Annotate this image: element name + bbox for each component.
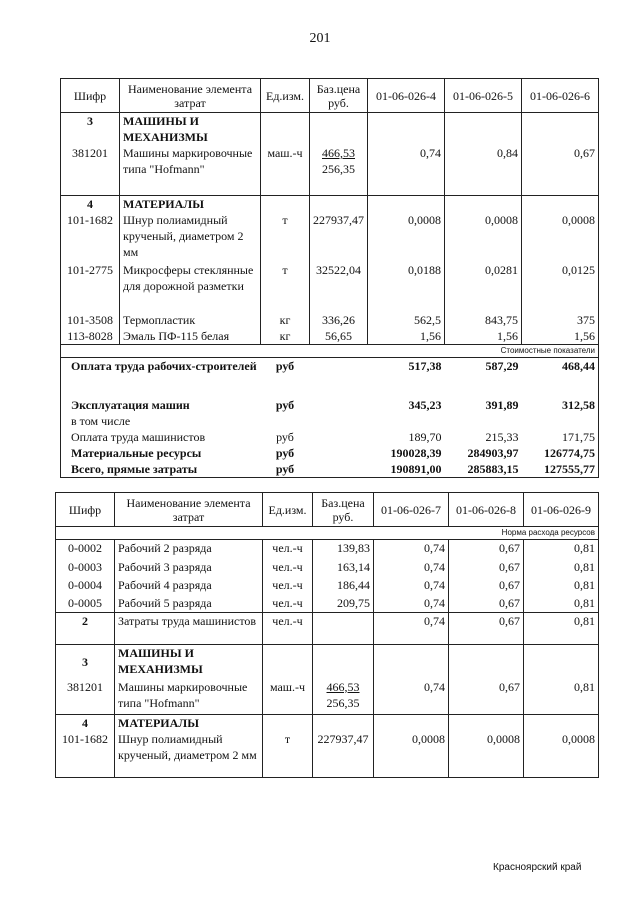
row-value: 0,67	[449, 559, 524, 577]
row-value: 0,74	[374, 540, 449, 559]
row-name: Рабочий 4 разряда	[115, 577, 263, 595]
row-value: 0,74	[374, 577, 449, 595]
section-number: 3	[56, 645, 115, 679]
section-row	[56, 715, 599, 732]
summary-row	[61, 397, 599, 413]
summary-value: 189,70	[408, 430, 442, 444]
summary-unit: руб	[261, 461, 310, 478]
row-name: Термопластик	[120, 312, 261, 328]
row-code: 101-2775	[61, 262, 120, 312]
table1-header-row	[61, 79, 599, 113]
summary-value: 517,38	[408, 358, 442, 373]
summary-value: 284903,97	[467, 446, 519, 460]
header-col-4: 01-06-026-4	[368, 79, 445, 113]
row-unit: кг	[261, 328, 310, 345]
row-code: 0-0002	[56, 540, 115, 559]
row-value: 0,67	[449, 679, 524, 715]
subheader-label: Норма расхода ресурсов	[56, 527, 599, 540]
row-code: 0-0005	[56, 595, 115, 613]
summary-row	[61, 357, 599, 397]
row-name: Затраты труда машинистов	[115, 613, 263, 645]
row-value: 0,0281	[445, 262, 522, 312]
price-secondary: 256,35	[322, 162, 355, 176]
header-unit: Ед.изм.	[261, 79, 310, 113]
header-col-9: 01-06-026-9	[524, 493, 599, 527]
summary-name: Всего, прямые затраты	[61, 461, 261, 478]
table-row	[61, 312, 599, 328]
row-name: Шнур полиамидный крученый, диаметром 2 мм	[120, 212, 261, 262]
section-number: 4	[61, 195, 120, 212]
row-value: 0,74	[368, 145, 445, 195]
row-unit: маш.-ч	[263, 679, 313, 715]
summary-name: Оплата труда машинистов	[61, 429, 261, 445]
row-value: 0,0008	[445, 212, 522, 262]
summary-value: 215,33	[485, 430, 519, 444]
row-price: 209,75	[313, 595, 374, 613]
row-value: 562,5	[368, 312, 445, 328]
row-unit: чел.-ч	[263, 595, 313, 613]
section-number: 3	[61, 113, 120, 146]
summary-unit: руб	[275, 358, 295, 373]
summary-value: 285883,15	[445, 461, 522, 478]
row-name: Машины маркировочные типа "Hofmann"	[115, 679, 263, 715]
table-row	[61, 328, 599, 345]
row-code: 101-1682	[61, 212, 120, 262]
row-price: 336,26	[310, 312, 368, 328]
summary-row	[61, 413, 599, 429]
subheader-label: Стоимостные показатели	[61, 344, 599, 357]
table2-header-row	[56, 493, 599, 527]
row-value: 0,81	[524, 679, 599, 715]
row-unit: т	[263, 731, 313, 777]
table-row	[56, 577, 599, 595]
row-code: 0-0003	[56, 559, 115, 577]
row-value: 0,74	[374, 613, 449, 645]
row-name: Рабочий 2 разряда	[115, 540, 263, 559]
row-value: 0,67	[522, 145, 599, 195]
header-name: Наименование элемента затрат	[115, 493, 263, 527]
row-name: Рабочий 5 разряда	[115, 595, 263, 613]
row-value: 0,0125	[522, 262, 599, 312]
row-value: 1,56	[522, 328, 599, 345]
section-title: МАШИНЫ И МЕХАНИЗМЫ	[115, 645, 263, 679]
header-col-6: 01-06-026-6	[522, 79, 599, 113]
row-value: 0,74	[374, 679, 449, 715]
table-row	[56, 559, 599, 577]
row-value: 0,74	[374, 595, 449, 613]
row-unit: чел.-ч	[263, 559, 313, 577]
region-footer: Красноярский край	[493, 862, 582, 873]
row-price: 32522,04	[310, 262, 368, 312]
row-value: 375	[522, 312, 599, 328]
row-value: 0,0008	[522, 212, 599, 262]
row-code: 0-0004	[56, 577, 115, 595]
table-row	[56, 613, 599, 645]
row-unit: кг	[261, 312, 310, 328]
row-price: 227937,47	[313, 731, 374, 777]
summary-value: 190028,39	[390, 446, 442, 460]
summary-value: 126774,75	[522, 445, 599, 461]
summary-row	[61, 429, 599, 445]
header-code: Шифр	[61, 79, 120, 113]
row-unit: т	[261, 212, 310, 262]
row-unit: чел.-ч	[263, 577, 313, 595]
row-value: 0,0008	[524, 731, 599, 777]
row-value: 0,67	[449, 577, 524, 595]
row-value: 0,84	[445, 145, 522, 195]
row-value: 0,81	[524, 559, 599, 577]
row-price	[310, 145, 368, 195]
row-name: Машины маркировочные типа "Hofmann"	[120, 145, 261, 195]
header-price: Баз.цена руб.	[310, 79, 368, 113]
row-value: 0,74	[374, 559, 449, 577]
table-row	[56, 679, 599, 715]
row-value: 0,0188	[368, 262, 445, 312]
summary-value: 587,29	[485, 358, 519, 373]
price-secondary: 256,35	[326, 695, 360, 710]
row-price: 186,44	[313, 577, 374, 595]
header-unit: Ед.изм.	[263, 493, 313, 527]
summary-value: 127555,77	[522, 461, 599, 478]
row-value: 0,81	[524, 595, 599, 613]
row-price: 227937,47	[310, 212, 368, 262]
price-main: 466,53	[326, 679, 360, 694]
summary-row	[61, 445, 599, 461]
cost-table-2	[55, 492, 599, 778]
header-col-7: 01-06-026-7	[374, 493, 449, 527]
summary-row	[61, 461, 599, 478]
section-row	[61, 195, 599, 212]
summary-value: 391,89	[485, 398, 519, 412]
section-title: МАТЕРИАЛЫ	[115, 715, 263, 732]
row-value: 843,75	[445, 312, 522, 328]
summary-value: 345,23	[408, 398, 442, 412]
summary-name: в том числе	[61, 413, 261, 429]
row-code: 381201	[56, 679, 115, 715]
section-row	[61, 113, 599, 146]
row-value: 0,67	[449, 540, 524, 559]
header-col-5: 01-06-026-5	[445, 79, 522, 113]
summary-name: Эксплуатация машин	[61, 397, 261, 413]
table-row	[61, 145, 599, 195]
row-value: 0,67	[449, 595, 524, 613]
summary-name: Оплата труда рабочих-строителей	[61, 357, 261, 397]
header-code: Шифр	[56, 493, 115, 527]
summary-value: 190891,00	[368, 461, 445, 478]
header-col-8: 01-06-026-8	[449, 493, 524, 527]
row-value: 0,0008	[368, 212, 445, 262]
header-name: Наименование элемента затрат	[120, 79, 261, 113]
row-price: 163,14	[313, 559, 374, 577]
row-value: 0,81	[524, 613, 599, 645]
price-main: 466,53	[322, 146, 355, 160]
section-row	[56, 645, 599, 679]
summary-unit: руб	[275, 446, 295, 460]
subheader-row	[61, 344, 599, 357]
summary-value: 468,44	[522, 357, 599, 397]
row-code: 101-1682	[56, 731, 115, 777]
row-value: 0,81	[524, 540, 599, 559]
summary-unit: руб	[276, 430, 294, 444]
row-value: 0,0008	[374, 731, 449, 777]
summary-unit: руб	[275, 398, 295, 412]
table-row	[61, 262, 599, 312]
row-value: 0,81	[524, 577, 599, 595]
section-title: МАТЕРИАЛЫ	[120, 195, 261, 212]
row-price: 56,65	[310, 328, 368, 345]
row-value: 0,67	[449, 613, 524, 645]
row-unit: маш.-ч	[261, 145, 310, 195]
row-code: 381201	[61, 145, 120, 195]
row-name: Рабочий 3 разряда	[115, 559, 263, 577]
row-unit: чел.-ч	[263, 613, 313, 645]
table-row	[61, 212, 599, 262]
row-price	[313, 679, 374, 715]
section-title: МАШИНЫ И МЕХАНИЗМЫ	[120, 113, 261, 146]
subheader-row	[56, 527, 599, 540]
section-number: 2	[56, 613, 115, 645]
row-name: Шнур полиамидный крученый, диаметром 2 мм	[115, 731, 263, 777]
summary-value: 171,75	[522, 429, 599, 445]
table-row	[56, 540, 599, 559]
table-row	[56, 595, 599, 613]
row-price: 139,83	[313, 540, 374, 559]
row-value: 1,56	[368, 328, 445, 345]
row-value: 1,56	[445, 328, 522, 345]
summary-value: 312,58	[522, 397, 599, 413]
page-number: 201	[309, 31, 331, 46]
cost-table-1	[60, 78, 599, 478]
row-code: 101-3508	[61, 312, 120, 328]
row-code: 113-8028	[61, 328, 120, 345]
section-number: 4	[56, 715, 115, 732]
row-value: 0,0008	[449, 731, 524, 777]
row-unit: чел.-ч	[263, 540, 313, 559]
header-price: Баз.цена руб.	[313, 493, 374, 527]
row-name: Микросферы стеклянные для дорожной разметки	[120, 262, 261, 312]
row-unit: т	[261, 262, 310, 312]
row-name: Эмаль ПФ-115 белая	[120, 328, 261, 345]
table-row	[56, 731, 599, 777]
summary-name: Материальные ресурсы	[61, 445, 261, 461]
